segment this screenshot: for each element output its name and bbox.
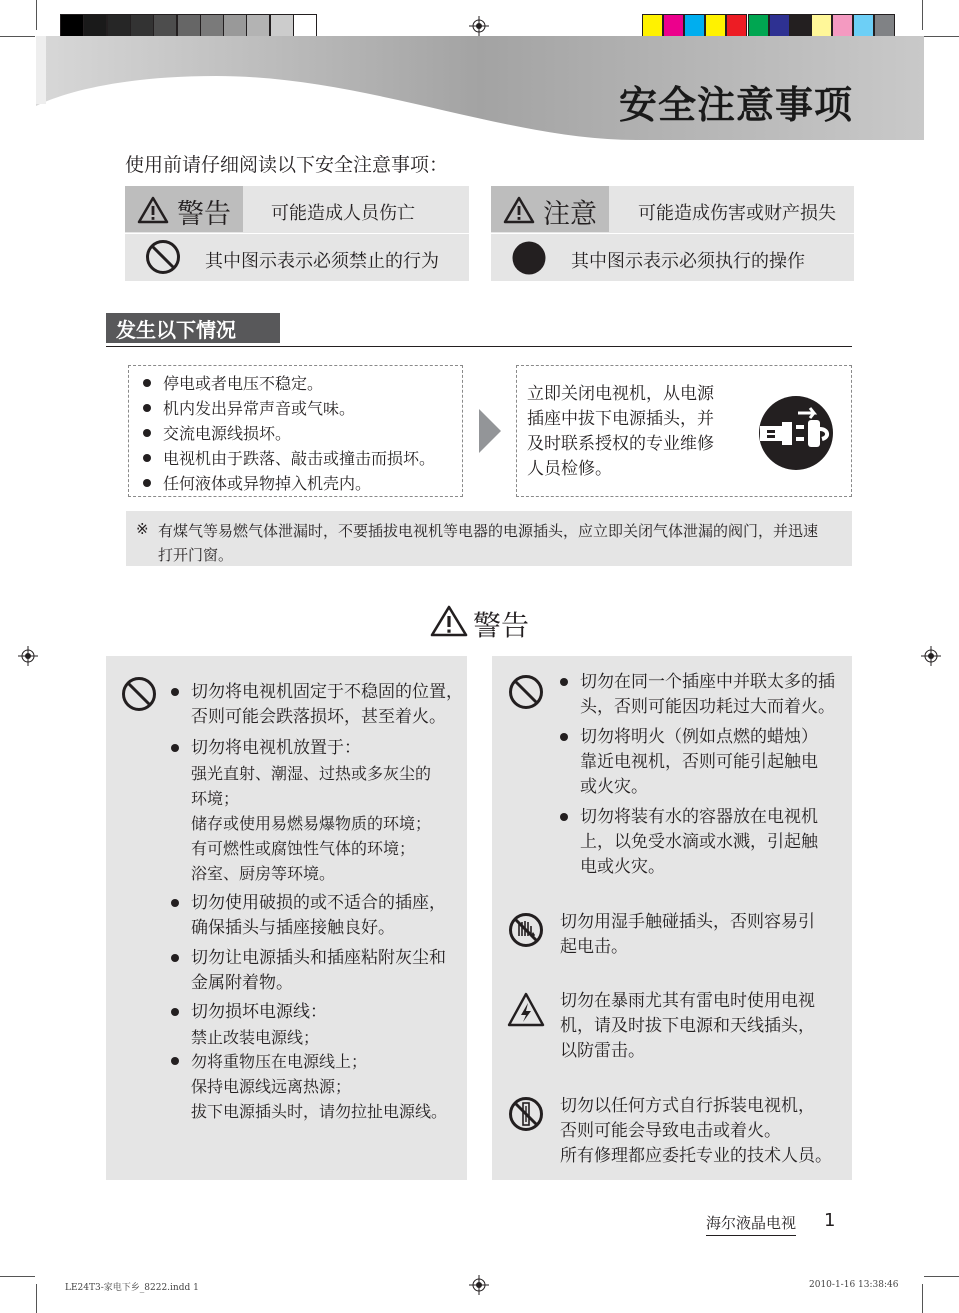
arrow-right-icon (479, 409, 501, 453)
process-swatch (811, 14, 832, 38)
warning-item: 切勿以任何方式自行拆装电视机， 否则可能会导致电击或着火。 所有修理都应委托专业的技术人员。 (560, 1096, 832, 1166)
warning-label: 警告 (177, 199, 231, 230)
prohibited-symbol-text: 其中图示表示必须禁止的行为 (205, 251, 439, 272)
warning-item: 切勿在暴雨尤其有雷电时使用电视 机，请及时拔下电源和天线插头， 以防雷击。 (560, 991, 815, 1061)
mandatory-symbol-text: 其中图示表示必须执行的操作 (571, 251, 805, 272)
gray-swatch (270, 14, 294, 38)
crop-mark (36, 0, 37, 30)
warning-triangle-icon (430, 604, 468, 638)
process-swatch (748, 14, 769, 38)
gray-swatch (60, 14, 84, 38)
prohibited-icon (508, 674, 544, 710)
caution-label: 注意 (543, 199, 597, 230)
caution-meaning: 可能造成伤害或财产损失 (638, 203, 836, 224)
note-mark: ※ (136, 520, 149, 538)
gray-swatch (177, 14, 201, 38)
gray-swatch (223, 14, 247, 38)
gray-swatch (153, 14, 177, 38)
warning-item: 切勿将电视机放置于： 强光直射、潮湿、过热或多灰尘的 环境； 储存或使用易燃易爆物质的环境； 有可燃性或腐蚀性气体的环境； 浴室、厨房等环境。 (191, 738, 432, 883)
warning-item: 切勿让电源插头和插座粘附灰尘和 金属附着物。 (191, 948, 446, 993)
warning-item: 切勿在同一个插座中并联太多的插 头，否则可能因功耗过大而着火。 (580, 672, 835, 717)
no-wet-hands-icon (508, 912, 544, 948)
action-text: 立即关闭电视机，从电源 插座中拔下电源插头，并 及时联系授权的专业维修 人员检修。 (527, 384, 714, 479)
situation-item: 电视机由于跌落、敲击或撞击而损坏。 (129, 446, 435, 471)
gray-swatch (293, 14, 317, 38)
crop-mark (922, 1284, 923, 1313)
page-title: 安全注意事项 (618, 83, 853, 127)
situations-box (128, 365, 463, 497)
caution-triangle-icon (503, 196, 535, 224)
unplug-icon (758, 395, 834, 471)
slug-date: 2010-1-16 13:38:46 (809, 1280, 899, 1290)
warning-item: 勿将重物压在电源线上； 保持电源线远离热源； 拔下电源插头时，请勿拉扯电源线。 (191, 1052, 448, 1121)
warning-meaning: 可能造成人员伤亡 (271, 203, 415, 224)
process-swatch (726, 14, 747, 38)
prohibited-icon (121, 676, 157, 712)
registration-target-icon (18, 646, 38, 666)
no-disassembly-icon (508, 1096, 544, 1132)
gray-swatch (130, 14, 154, 38)
process-swatch (790, 14, 811, 38)
registration-target-icon (921, 646, 941, 666)
situation-item: 停电或者电压不稳定。 (129, 371, 435, 396)
prohibited-icon (145, 239, 181, 275)
warning-item: 切勿用湿手触碰插头，否则容易引 起电击。 (560, 912, 815, 957)
mandatory-action-icon (512, 241, 546, 275)
process-swatch (769, 14, 790, 38)
process-swatch (853, 14, 874, 38)
caution-label-box (491, 186, 609, 232)
warning-item: 切勿将电视机固定于不稳固的位置， 否则可能会跌落损坏，甚至着火。 (191, 682, 463, 727)
warning-item: 切勿损坏电源线： 禁止改装电源线； (191, 1002, 327, 1047)
gray-swatch (246, 14, 270, 38)
warning-panel-right (492, 656, 852, 1180)
crop-mark (36, 1284, 37, 1313)
situation-item: 交流电源线损坏。 (129, 421, 435, 446)
section-divider (106, 346, 852, 347)
gray-swatch (107, 14, 131, 38)
process-swatch (705, 14, 726, 38)
legend-caution (491, 186, 854, 281)
lightning-warning-icon (507, 992, 545, 1028)
crop-mark (924, 1276, 959, 1277)
gas-leak-note (126, 511, 852, 566)
warning-item: 切勿将明火（例如点燃的蜡烛） 靠近电视机，否则可能引起触电 或火灾。 (580, 727, 818, 797)
process-swatch (663, 14, 684, 38)
note-line-2: 打开门窗。 (158, 546, 234, 564)
registration-target-icon (469, 16, 489, 36)
crop-mark (0, 36, 35, 37)
crop-mark (922, 0, 923, 30)
process-swatch (684, 14, 705, 38)
note-line-1: 有煤气等易燃气体泄漏时，不要插拔电视机等电器的电源插头，应立即关闭气体泄漏的阀门，并迅速 (158, 522, 819, 540)
situation-item: 机内发出异常声音或气味。 (129, 396, 435, 421)
legend-warning (125, 186, 469, 281)
warning-triangle-icon (137, 196, 169, 224)
gray-swatch (83, 14, 107, 38)
slug-filename: LE24T3-家电下乡_8222.indd 1 (65, 1283, 199, 1293)
warning-panel-left (106, 656, 467, 1180)
intro-text: 使用前请仔细阅读以下安全注意事项： (125, 154, 449, 176)
warning-item: 切勿将装有水的容器放在电视机 上，以免受水滴或水溅，引起触 电或火灾。 (580, 807, 818, 877)
process-swatch (832, 14, 853, 38)
process-swatch (874, 14, 895, 38)
action-box (516, 365, 852, 497)
crop-mark (0, 1276, 35, 1277)
page-number: 1 (824, 1210, 836, 1231)
warning-item: 切勿使用破损的或不适合的插座， 确保插头与插座接触良好。 (191, 893, 446, 938)
crop-mark (924, 36, 959, 37)
footer-brand: 海尔液晶电视 (706, 1212, 796, 1236)
registration-target-icon (469, 1275, 489, 1295)
warning-label-box (125, 186, 243, 232)
warning-section-title: 警告 (473, 609, 530, 642)
situation-item: 任何液体或异物掉入机壳内。 (129, 471, 435, 496)
gray-swatch (200, 14, 224, 38)
situations-heading: 发生以下情况 (106, 313, 280, 343)
process-swatch (642, 14, 663, 38)
